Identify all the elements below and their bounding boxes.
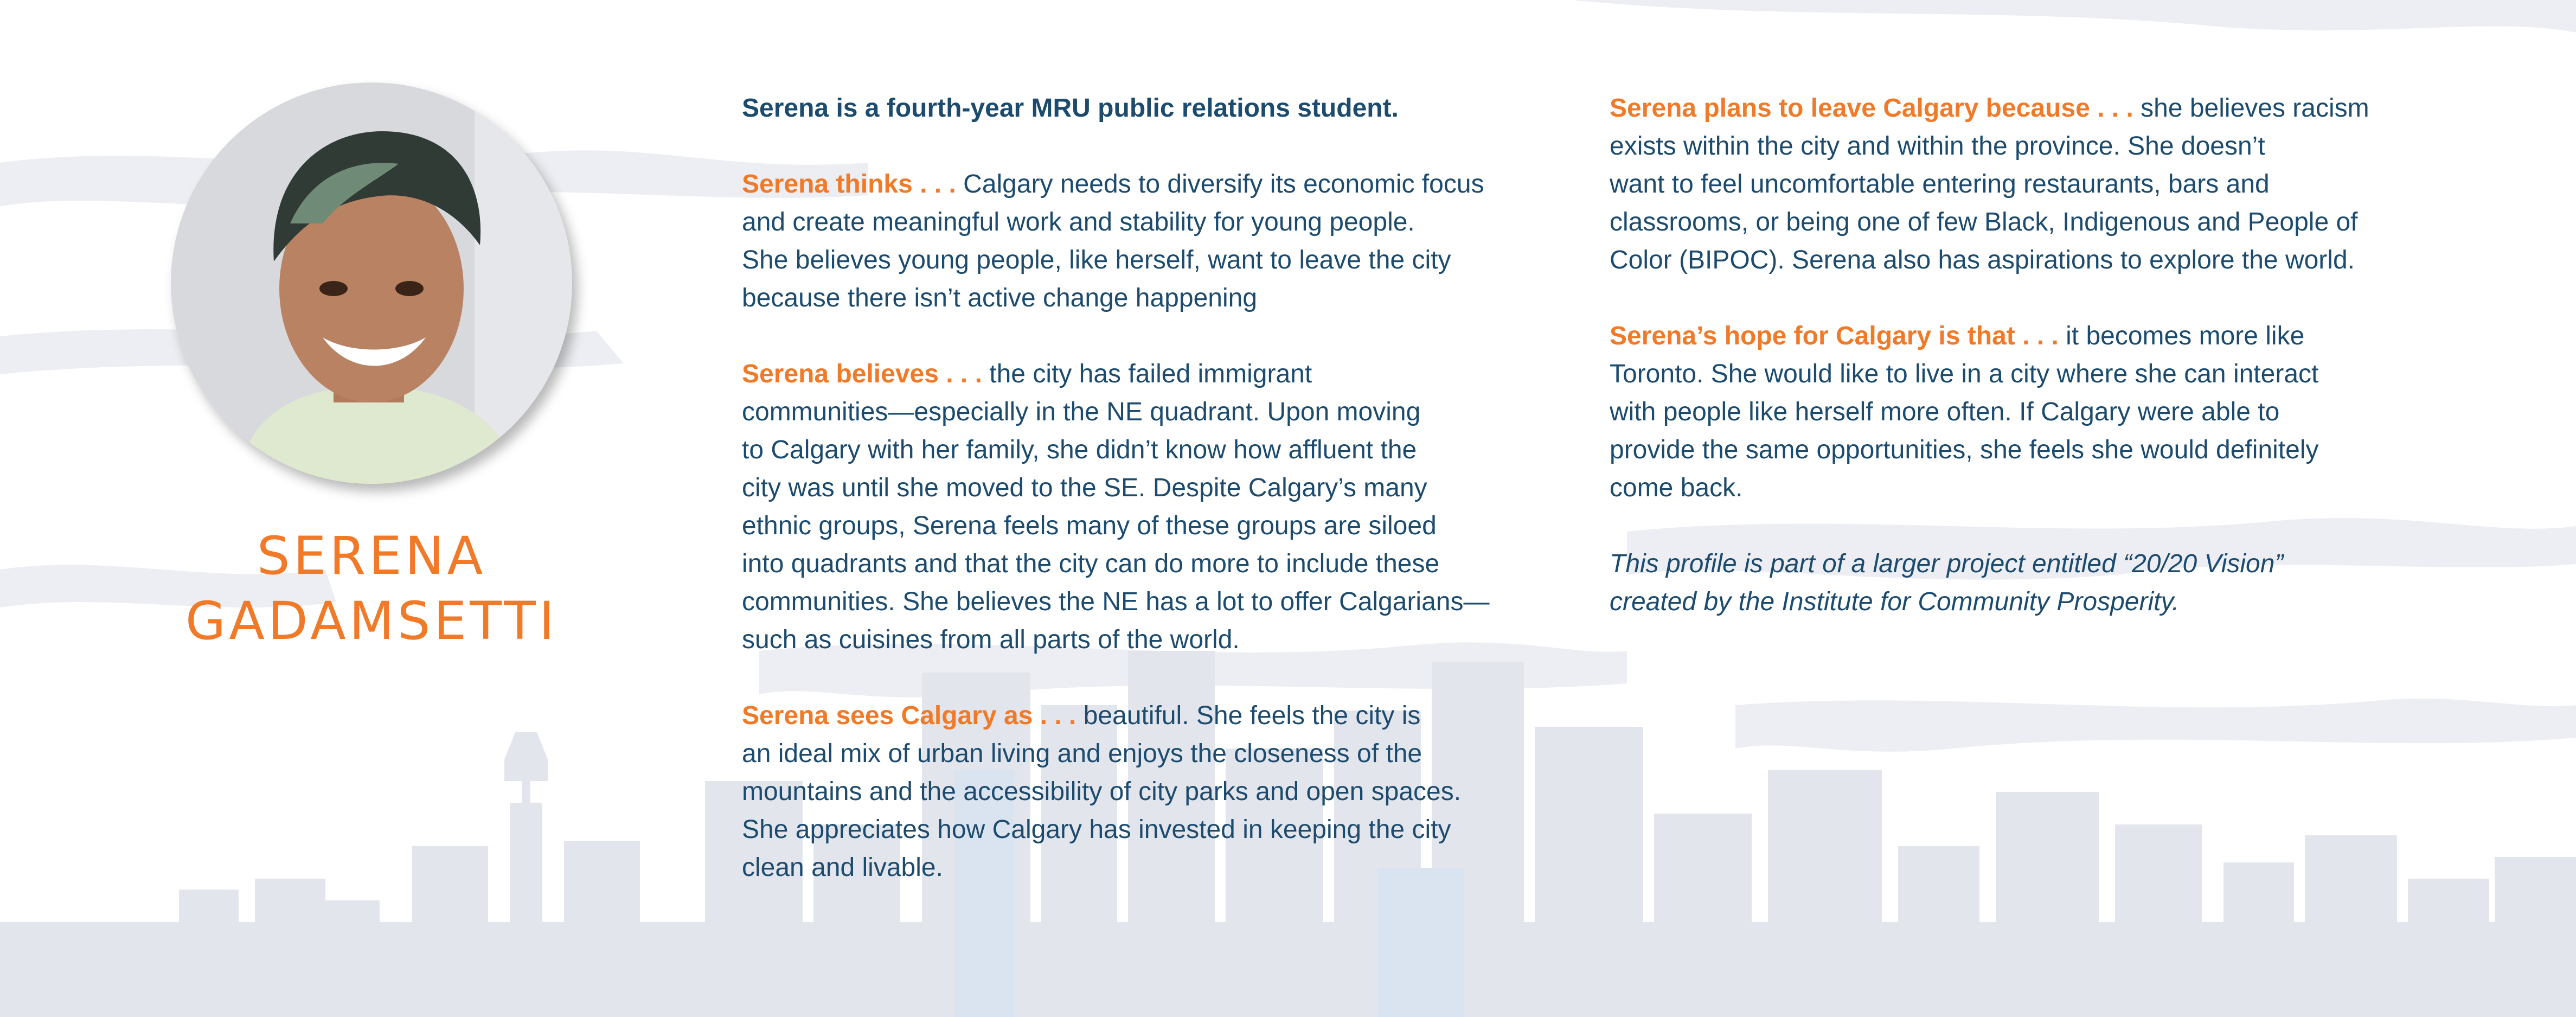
sees-line: She appreciates how Calgary has invested in keeping the city	[742, 815, 1451, 844]
sees-line: beautiful. She feels the city is	[1076, 701, 1421, 730]
text-column-left	[742, 89, 1566, 925]
leave-line: want to feel uncomfortable entering restaurants, bars and	[1610, 170, 2270, 199]
leave-line: exists within the city and within the province. She doesn’t	[1610, 132, 2265, 161]
believes-line: into quadrants and that the city can do more to include these	[742, 549, 1440, 578]
leave-paragraph	[1610, 89, 2445, 279]
hope-paragraph	[1610, 317, 2445, 507]
hope-line: provide the same opportunities, she feels she would definitely	[1610, 436, 2319, 464]
believes-line: ethnic groups, Serena feels many of these groups are siloed	[742, 511, 1437, 540]
believes-line: communities—especially in the NE quadrant. Upon moving	[742, 398, 1421, 426]
believes-heading: Serena believes . . .	[742, 360, 982, 388]
leave-line: classrooms, or being one of few Black, Indigenous and People of	[1610, 208, 2358, 236]
first-name: SERENA	[257, 526, 486, 586]
sees-heading: Serena sees Calgary as . . .	[742, 701, 1076, 730]
sees-line: clean and livable.	[742, 853, 943, 882]
believes-line: to Calgary with her family, she didn’t know how affluent the	[742, 436, 1417, 464]
thinks-line: because there isn’t active change happening	[742, 284, 1258, 312]
believes-paragraph	[742, 355, 1566, 659]
brush-stroke	[1573, 0, 2576, 33]
profile-name	[119, 523, 624, 654]
thinks-heading: Serena thinks . . .	[742, 170, 956, 199]
thinks-line: She believes young people, like herself, want to leave the city	[742, 246, 1451, 274]
sees-line: an ideal mix of urban living and enjoys the closeness of the	[742, 739, 1422, 768]
footnote-line: This profile is part of a larger project entitled “20/20 Vision”	[1610, 549, 2284, 578]
believes-line: such as cuisines from all parts of the world.	[742, 625, 1240, 654]
thinks-line: and create meaningful work and stability for young people.	[742, 208, 1415, 236]
hope-line: Toronto. She would like to live in a city where she can interact	[1610, 360, 2319, 388]
portrait-image	[171, 82, 572, 484]
profile-photo	[171, 82, 572, 484]
hope-line: with people like herself more often. If Calgary were able to	[1610, 398, 2280, 426]
leave-line: Color (BIPOC). Serena also has aspirations to explore the world.	[1610, 246, 2355, 274]
footnote-line: created by the Institute for Community Prosperity.	[1610, 587, 2180, 616]
sees-line: mountains and the accessibility of city parks and open spaces.	[742, 777, 1462, 806]
intro-text: Serena is a fourth-year MRU public relations student.	[742, 94, 1399, 123]
believes-line: communities. She believes the NE has a lot to offer Calgarians—	[742, 587, 1490, 616]
hope-heading: Serena’s hope for Calgary is that . . .	[1610, 322, 2059, 350]
hope-line: it becomes more like	[2058, 322, 2305, 350]
intro-paragraph	[742, 89, 1566, 127]
footnote-paragraph	[1610, 545, 2445, 621]
last-name: GADAMSETTI	[185, 591, 558, 651]
hope-line: come back.	[1610, 474, 1743, 502]
thinks-line: Calgary needs to diversify its economic focus	[956, 170, 1484, 199]
leave-line: she believes racism	[2133, 94, 2369, 123]
believes-line: the city has failed immigrant	[982, 360, 1312, 388]
brush-stroke	[1735, 699, 2576, 752]
leave-heading: Serena plans to leave Calgary because . . .	[1610, 94, 2133, 123]
text-column-right	[1610, 89, 2445, 659]
believes-line: city was until she moved to the SE. Despite Calgary’s many	[742, 474, 1427, 502]
thinks-paragraph	[742, 165, 1566, 317]
sees-paragraph	[742, 697, 1566, 887]
